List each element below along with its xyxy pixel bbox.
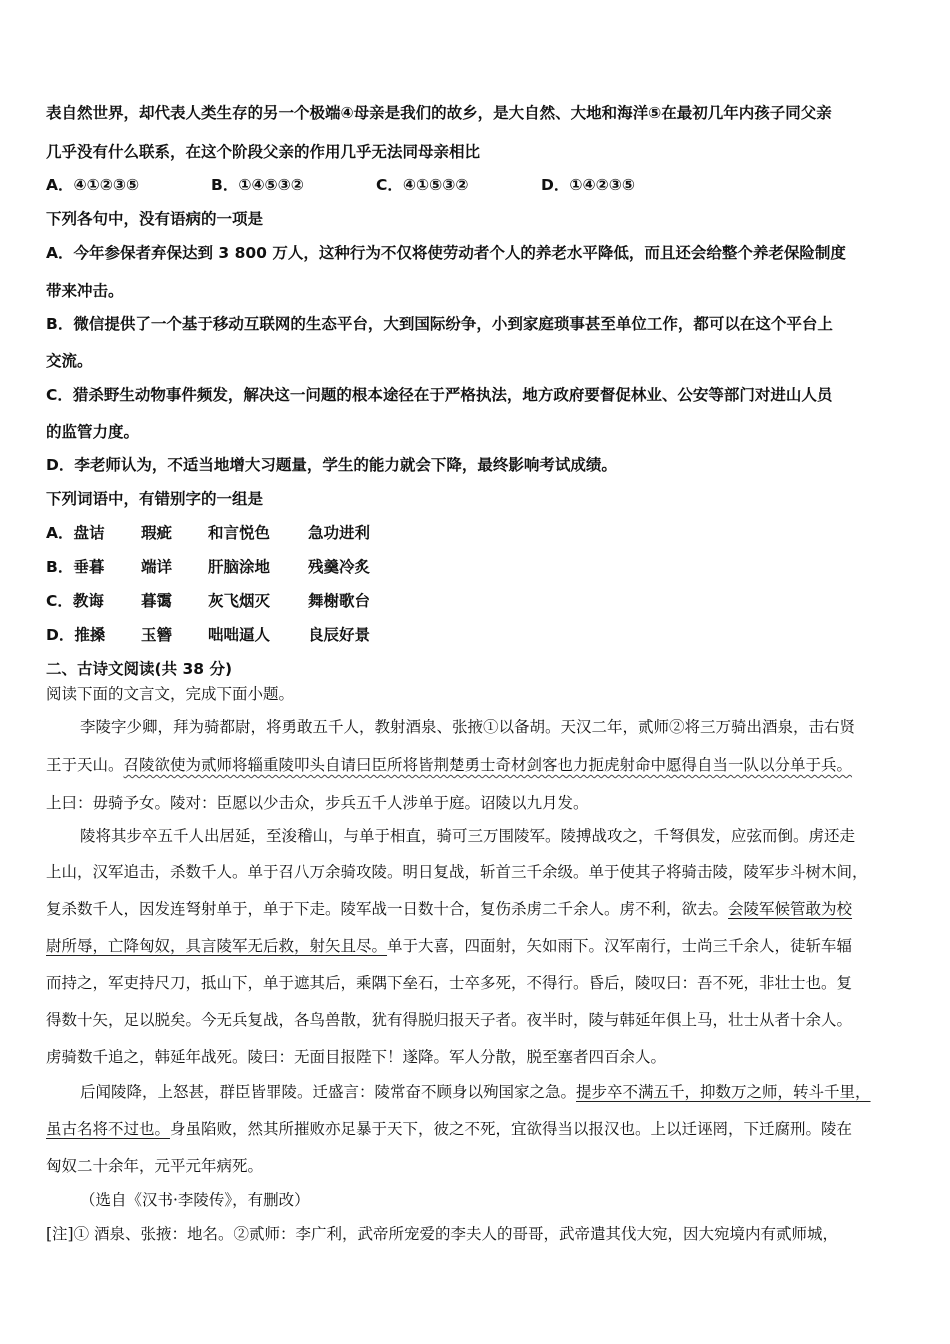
- underlined-sentence-1: 召陵欲使为贰师将辎重陵叩头自请曰臣所将皆荆楚勇士奇材剑客也力扼虎射命中愿得自当一队以分单于兵。: [123, 756, 853, 774]
- word-option-a[interactable]: [46, 521, 370, 543]
- passage-p1-line-1: 李陵字少卿，拜为骑都尉，将勇敢五千人，教射酒泉、张掖①以备胡。天汉二年，贰师②将三万骑出酒泉，击右贤: [80, 718, 856, 736]
- grammar-option-d[interactable]: D．李老师认为，不适当地增大习题量，学生的能力就会下降，最终影响考试成绩。: [46, 456, 617, 474]
- passage-p1-line-2a: 王于天山。: [46, 756, 124, 774]
- word-d-3: 咄咄逼人: [208, 626, 271, 644]
- prev-question-line-1: 表自然世界，却代表人类生存的另一个极端④母亲是我们的故乡，是大自然、大地和海洋⑤在最初几年内孩子同父亲: [46, 104, 832, 122]
- underlined-sentence-2b: 尉所辱，亡降匈奴，具言陵军无后救，射矢且尽。: [46, 937, 388, 955]
- passage-source: （选自《汉书·李陵传》，有删改）: [80, 1191, 310, 1209]
- passage-p2-line-4b: 单于大喜，四面射，矢如雨下。汉军南行，士尚三千余人，徒斩车辐: [387, 937, 853, 955]
- grammar-option-a-line-2[interactable]: 带来冲击。: [46, 282, 124, 300]
- word-a-2: 瑕疵: [141, 524, 173, 542]
- word-option-c[interactable]: [46, 589, 370, 611]
- grammar-option-c-line-2[interactable]: 的监管力度。: [46, 423, 140, 441]
- grammar-option-b-line-1[interactable]: B．微信提供了一个基于移动互联网的生态平台，大到国际纷争，小到家庭琐事甚至单位工作，都可以在这个平台上: [46, 315, 833, 333]
- word-b-3: 肝脑涂地: [208, 558, 271, 576]
- option-a[interactable]: A．④①②③⑤: [46, 176, 140, 194]
- word-c-4: 舞榭歌台: [308, 592, 371, 610]
- passage-p2-line-4: [46, 934, 852, 956]
- word-d-2: 玉簪: [141, 626, 173, 644]
- word-c-3: 灰飞烟灭: [208, 592, 271, 610]
- word-c-2: 暮霭: [141, 592, 173, 610]
- grammar-question-stem: 下列各句中，没有语病的一项是: [46, 210, 264, 228]
- word-option-d[interactable]: [46, 623, 370, 645]
- passage-p2-line-3a: 复杀数千人，因发连弩射单于，单于下走。陵军战一日数十合，复伤杀虏二千余人。虏不利，欲去。: [46, 900, 729, 918]
- passage-p2-line-7: 虏骑数千追之，韩延年战死。陵曰：无面目报陛下！遂降。军人分散，脱至塞者四百余人。: [46, 1048, 667, 1066]
- passage-p3-line-1a: 后闻陵降，上怒甚，群臣皆罪陵。迁盛言：陵常奋不顾身以殉国家之急。: [80, 1083, 577, 1101]
- grammar-option-c-line-1[interactable]: C．猎杀野生动物事件频发，解决这一问题的根本途径在于严格执法，地方政府要督促林业、公安等部门对进山人员: [46, 386, 833, 404]
- underlined-sentence-3b: 虽古名将不过也。: [46, 1120, 171, 1138]
- word-a-4: 急功进利: [308, 524, 371, 542]
- passage-p2-line-3: [46, 897, 852, 919]
- passage-p2-line-2: 上山，汉军追击，杀数千人。单于召八万余骑攻陵。明日复战，斩首三千余级。单于使其子将骑击陵，陵军步斗树木间，: [46, 863, 868, 881]
- passage-p3-line-2b: 身虽陷败，然其所摧败亦足暴于天下，彼之不死，宜欲得当以报汉也。上以迁诬罔，下迁腐刑。陵在: [170, 1120, 853, 1138]
- word-c-1: C．教诲: [46, 592, 104, 610]
- section-instruction: 阅读下面的文言文，完成下面小题。: [46, 685, 295, 703]
- passage-p2-line-1: 陵将其步卒五千人出居延，至浚稽山，与单于相直，骑可三万围陵军。陵搏战攻之，千弩俱发，应弦而倒。虏还走: [80, 827, 856, 845]
- word-d-4: 良辰好景: [308, 626, 371, 644]
- word-b-2: 端详: [141, 558, 173, 576]
- option-c[interactable]: C．④①⑤③②: [376, 176, 469, 194]
- grammar-option-b-line-2[interactable]: 交流。: [46, 352, 93, 370]
- section-title: 二、古诗文阅读(共 38 分): [46, 660, 233, 678]
- word-a-3: 和言悦色: [208, 524, 271, 542]
- word-b-1: B．垂暮: [46, 558, 105, 576]
- word-d-1: D．推搡: [46, 626, 106, 644]
- passage-note: [注]① 酒泉、张掖：地名。②贰师：李广利，武帝所宠爱的李夫人的哥哥，武帝遣其伐大宛，因大宛境内有贰师城，: [46, 1225, 839, 1243]
- option-b[interactable]: B．①④⑤③②: [211, 176, 304, 194]
- passage-p1-line-3: 上曰：毋骑予女。陵对：臣愿以少击众，步兵五千人涉单于庭。诏陵以九月发。: [46, 794, 589, 812]
- passage-p1-line-2: [46, 753, 852, 775]
- passage-p3-line-1: [80, 1080, 871, 1102]
- passage-p3-line-2: [46, 1117, 852, 1139]
- option-d[interactable]: D．①④②③⑤: [541, 176, 635, 194]
- underlined-sentence-3a: 提步卒不满五千，抑数万之师，转斗千里，: [576, 1083, 871, 1101]
- word-question-stem: 下列词语中，有错别字的一组是: [46, 490, 264, 508]
- prev-question-line-2: 几乎没有什么联系，在这个阶段父亲的作用几乎无法同母亲相比: [46, 143, 481, 161]
- word-a-1: A．盘诘: [46, 524, 105, 542]
- passage-p3-line-3: 匈奴二十余年，元平元年病死。: [46, 1157, 264, 1175]
- grammar-option-a-line-1[interactable]: A．今年参保者弃保达到 3 800 万人，这种行为不仅将使劳动者个人的养老水平降低，而且还会给整个养老保险制度: [46, 244, 846, 262]
- prev-question-options: [46, 173, 706, 195]
- underlined-sentence-2a: 会陵军候管敢为校: [728, 900, 853, 918]
- word-b-4: 残羹冷炙: [308, 558, 371, 576]
- word-option-b[interactable]: [46, 555, 370, 577]
- passage-p2-line-6: 得数十矢，足以脱矣。今无兵复战，各鸟兽散，犹有得脱归报天子者。夜半时，陵与韩延年俱上马，壮士从者十余人。: [46, 1011, 853, 1029]
- passage-p2-line-5: 而持之，军吏持尺刀，抵山下，单于遮其后，乘隅下垒石，士卒多死，不得行。昏后，陵叹曰：吾不死，非壮士也。复: [46, 974, 853, 992]
